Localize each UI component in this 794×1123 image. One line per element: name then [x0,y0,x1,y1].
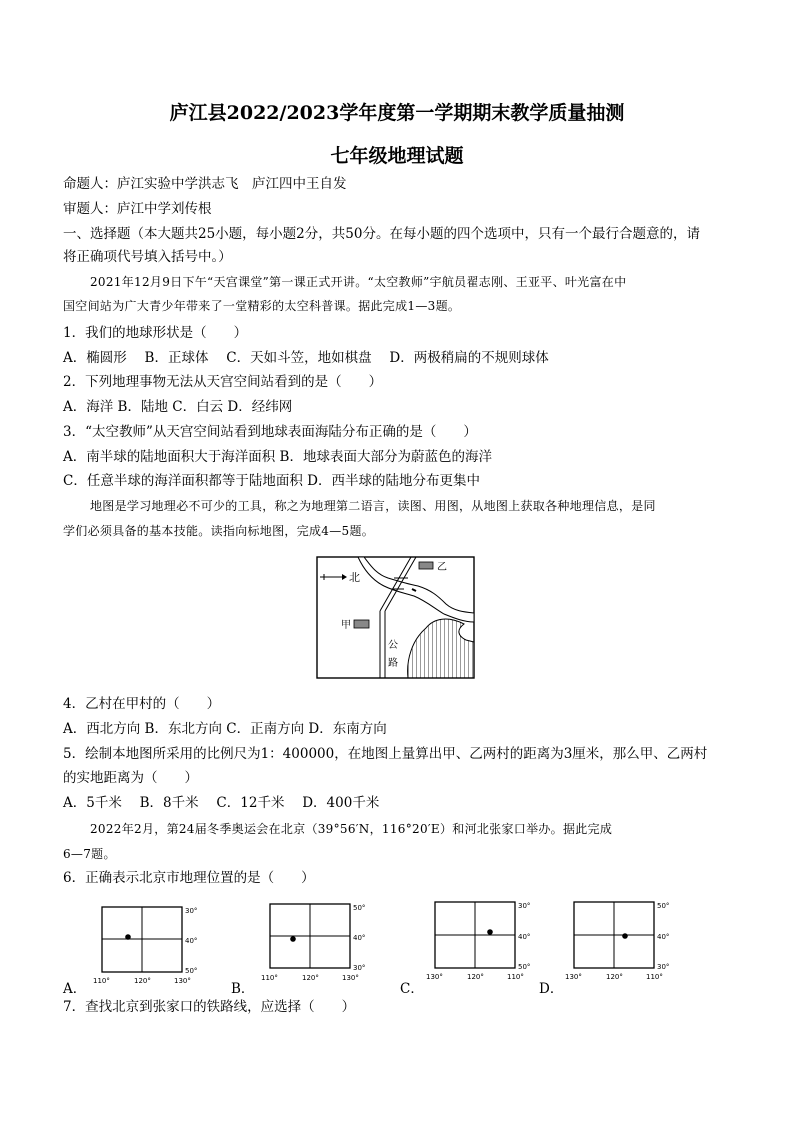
q4-stem: 4．乙村在甲村的（ ） [63,696,221,712]
q6-option-a-grid [90,903,210,987]
q6-option-d-grid [562,897,682,983]
q5-line1: 5．绘制本地图所采用的比例尺为1：400000，在地图上量算出甲、乙两村的距离为3厘米，那么甲、乙两村 [63,746,708,762]
beijing-dot [125,934,131,940]
svg-text:30°: 30° [353,964,366,972]
svg-text:110°: 110° [261,974,278,982]
svg-text:110°: 110° [93,977,110,985]
q4-options: A．西北方向 B．东北方向 C．正南方向 D．东南方向 [63,721,387,737]
q3-options-1: A．南半球的陆地面积大于海洋面积 B．地球表面大部分为蔚蓝色的海洋 [63,449,492,465]
svg-text:130°: 130° [565,973,582,981]
q6-option-c-grid [423,897,543,983]
svg-text:130°: 130° [342,974,359,982]
section-intro-2: 将正确项代号填入括号中。） [63,249,232,265]
q6-option-b-grid [258,900,378,984]
q3-stem: 3．“太空教师”从天宫空间站看到地球表面海陆分布正确的是（ ） [63,424,477,440]
svg-text:110°: 110° [507,973,524,981]
q6-stem: 6．正确表示北京市地理位置的是（ ） [63,870,315,886]
section-intro-1: 一、选择题（本大题共25小题，每小题2分，共50分。在每小题的四个选项中，只有一个最行合题意的，请 [63,226,700,242]
reviewer-line: 审题人：庐江中学刘传根 [63,201,212,217]
passage3-line1: 2022年2月，第24届冬季奥运会在北京（39°56′N，116°20′E）和河北张家口举办。据此完成 [90,822,613,836]
q3-options-2: C．任意半球的海洋面积都等于陆地面积 D．西半球的陆地分布更集中 [63,473,480,489]
q6-option-b-label: B． [231,981,255,997]
beijing-dot [487,929,493,935]
q2-stem: 2．下列地理事物无法从天宫空间站看到的是（ ） [63,374,383,390]
svg-text:130°: 130° [426,973,443,981]
svg-text:30°: 30° [657,963,670,971]
svg-text:130°: 130° [174,977,191,985]
page-subtitle: 七年级地理试题 [330,145,464,167]
q2-options: A．海洋 B．陆地 C．白云 D．经纬网 [63,399,293,415]
passage2-line2: 学们必须具备的基本技能。读指向标地图，完成4—5题。 [63,524,375,538]
svg-text:50°: 50° [185,967,198,975]
passage1-line1: 2021年12月9日下午“天宫课堂”第一课正式开讲。“太空教师”宇航员翟志刚、王亚平、叶光富在中 [90,275,627,289]
svg-text:50°: 50° [353,904,366,912]
q5-options: A．5千米 B．8千米 C．12千米 D．400千米 [63,795,380,811]
q6-option-c-label: C． [400,981,424,997]
village-a-marker [354,620,369,628]
beijing-dot [290,936,296,942]
svg-text:30°: 30° [518,902,531,910]
q7-stem: 7．查找北京到张家口的铁路线，应选择（ ） [63,999,356,1015]
village-a-label: 甲 [341,620,351,631]
road-label-2: 路 [388,658,398,669]
passage1-line2: 国空间站为广大青少年带来了一堂精彩的太空科普课。据此完成1—3题。 [63,299,461,313]
svg-text:30°: 30° [185,907,198,915]
author-line: 命题人：庐江实验中学洪志飞 庐江四中王自发 [63,176,347,192]
svg-text:50°: 50° [657,902,670,910]
svg-text:40°: 40° [518,933,531,941]
village-b-label: 乙 [437,562,447,573]
q6-option-d-label: D． [539,981,564,997]
passage3-line2: 6—7题。 [63,847,116,861]
svg-text:50°: 50° [518,963,531,971]
q1-stem: 1．我们的地球形状是（ ） [63,325,248,341]
svg-text:120°: 120° [134,977,151,985]
svg-text:120°: 120° [606,973,623,981]
north-label: 北 [349,571,360,584]
village-b-marker [419,562,433,569]
svg-text:120°: 120° [467,973,484,981]
passage2-line1: 地图是学习地理必不可少的工具，称之为地理第二语言，读图、用图，从地图上获取各种地理信息，是同 [90,499,656,513]
svg-text:40°: 40° [657,933,670,941]
direction-map [316,556,476,680]
svg-text:110°: 110° [646,973,663,981]
road-label-1: 公 [388,640,398,651]
page-title: 庐江县2022/2023学年度第一学期期末教学质量抽测 [169,102,625,124]
q1-options: A．椭圆形 B．正球体 C．天如斗笠，地如棋盘 D．两极稍扁的不规则球体 [63,350,549,366]
svg-text:120°: 120° [302,974,319,982]
q6-option-a-label: A． [63,981,87,997]
svg-text:40°: 40° [353,934,366,942]
svg-text:40°: 40° [185,937,198,945]
q5-line2: 的实地距离为（ ） [63,770,198,786]
beijing-dot [622,933,628,939]
